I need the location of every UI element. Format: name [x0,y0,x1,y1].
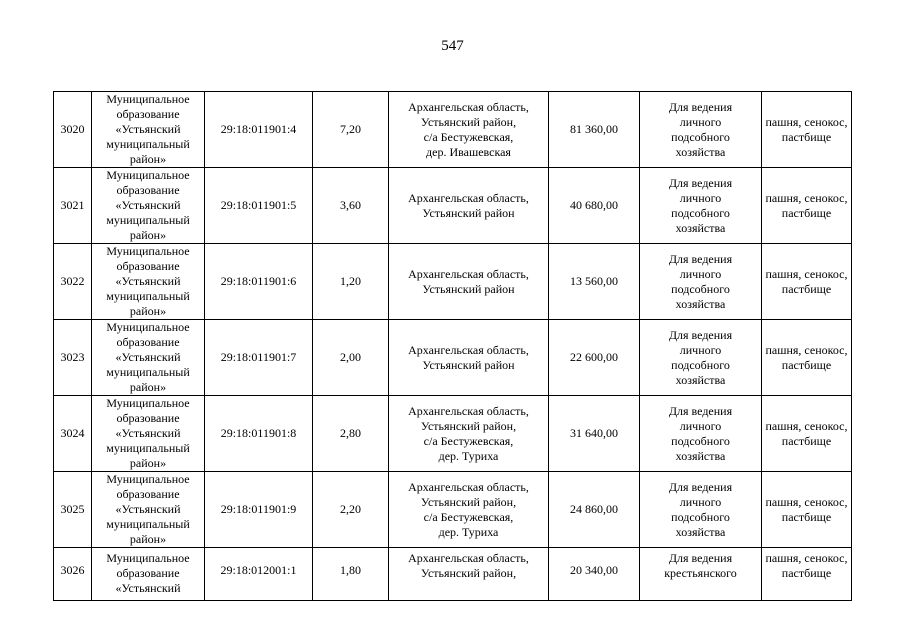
usage-cell: пашня, сенокос, пастбище [762,92,852,168]
cadastral-number-text: 29:18:012001:1 [220,563,297,577]
owner-cell: Муниципальное образование «Устьянский муниципальный район» [92,168,205,244]
purpose-cell: Для ведения личного подсобного хозяйства [640,320,762,396]
cadastral-number-cell: 29:18:011901:8 [205,396,313,472]
area-cell: 2,80 [313,396,389,472]
purpose-cell: Для ведения личного подсобного хозяйства [640,244,762,320]
address-cell [389,548,549,601]
row-number: 3024 [54,396,92,472]
value-cell: 81 360,00 [549,92,640,168]
purpose-cell: Для ведения личного подсобного хозяйства [640,92,762,168]
address-cell: Архангельская область, Устьянский район, с/а Бестужевская, дер. Туриха [389,472,549,548]
address-cell: Архангельская область, Устьянский район [389,168,549,244]
table-row [54,548,852,601]
address-text: Архангельская область, Устьянский район, [408,551,529,580]
value-cell: 40 680,00 [549,168,640,244]
purpose-cell: Для ведения личного подсобного хозяйства [640,472,762,548]
value-cell: 13 560,00 [549,244,640,320]
owner-cell: Муниципальное образование «Устьянский муниципальный район» [92,92,205,168]
usage-cell: пашня, сенокос, пастбище [762,168,852,244]
area-text: 1,80 [340,563,361,577]
cadastral-number-cell: 29:18:011901:9 [205,472,313,548]
owner-cell: Муниципальное образование «Устьянский муниципальный район» [92,472,205,548]
cadastral-number-cell: 29:18:011901:4 [205,92,313,168]
land-registry-table [53,91,852,601]
owner-text: Муниципальное образование «Устьянский [106,551,190,595]
row-number: 3020 [54,92,92,168]
table-row [54,244,852,320]
table-row [54,168,852,244]
value-cell: 31 640,00 [549,396,640,472]
owner-cell: Муниципальное образование «Устьянский муниципальный район» [92,244,205,320]
owner-cell [92,548,205,601]
usage-cell: пашня, сенокос, пастбище [762,320,852,396]
area-cell: 2,00 [313,320,389,396]
usage-cell: пашня, сенокос, пастбище [762,396,852,472]
table-row [54,472,852,548]
usage-cell: пашня, сенокос, пастбище [762,244,852,320]
usage-text: пашня, сенокос, пастбище [765,551,848,580]
address-cell: Архангельская область, Устьянский район [389,320,549,396]
address-cell: Архангельская область, Устьянский район, с/а Бестужевская, дер. Ивашевская [389,92,549,168]
value-cell: 24 860,00 [549,472,640,548]
purpose-cell [640,548,762,601]
value-cell: 22 600,00 [549,320,640,396]
value-cell [549,548,640,601]
page-number: 547 [441,38,464,54]
cadastral-number-cell: 29:18:011901:7 [205,320,313,396]
cadastral-number-cell [205,548,313,601]
cadastral-number-cell: 29:18:011901:5 [205,168,313,244]
purpose-text: Для ведения крестьянского [664,551,737,580]
owner-cell: Муниципальное образование «Устьянский муниципальный район» [92,320,205,396]
area-cell: 2,20 [313,472,389,548]
cadastral-number-cell: 29:18:011901:6 [205,244,313,320]
value-text: 20 340,00 [570,563,618,577]
area-cell [313,548,389,601]
purpose-cell: Для ведения личного подсобного хозяйства [640,168,762,244]
row-number [54,548,92,601]
usage-cell: пашня, сенокос, пастбище [762,472,852,548]
row-number: 3021 [54,168,92,244]
purpose-cell: Для ведения личного подсобного хозяйства [640,396,762,472]
row-number-text: 3026 [60,563,85,577]
row-number: 3025 [54,472,92,548]
table-row [54,396,852,472]
address-cell: Архангельская область, Устьянский район [389,244,549,320]
area-cell: 3,60 [313,168,389,244]
table-row [54,92,852,168]
usage-cell [762,548,852,601]
area-cell: 7,20 [313,92,389,168]
address-cell: Архангельская область, Устьянский район, с/а Бестужевская, дер. Туриха [389,396,549,472]
table-row [54,320,852,396]
row-number: 3023 [54,320,92,396]
owner-cell: Муниципальное образование «Устьянский муниципальный район» [92,396,205,472]
area-cell: 1,20 [313,244,389,320]
row-number: 3022 [54,244,92,320]
